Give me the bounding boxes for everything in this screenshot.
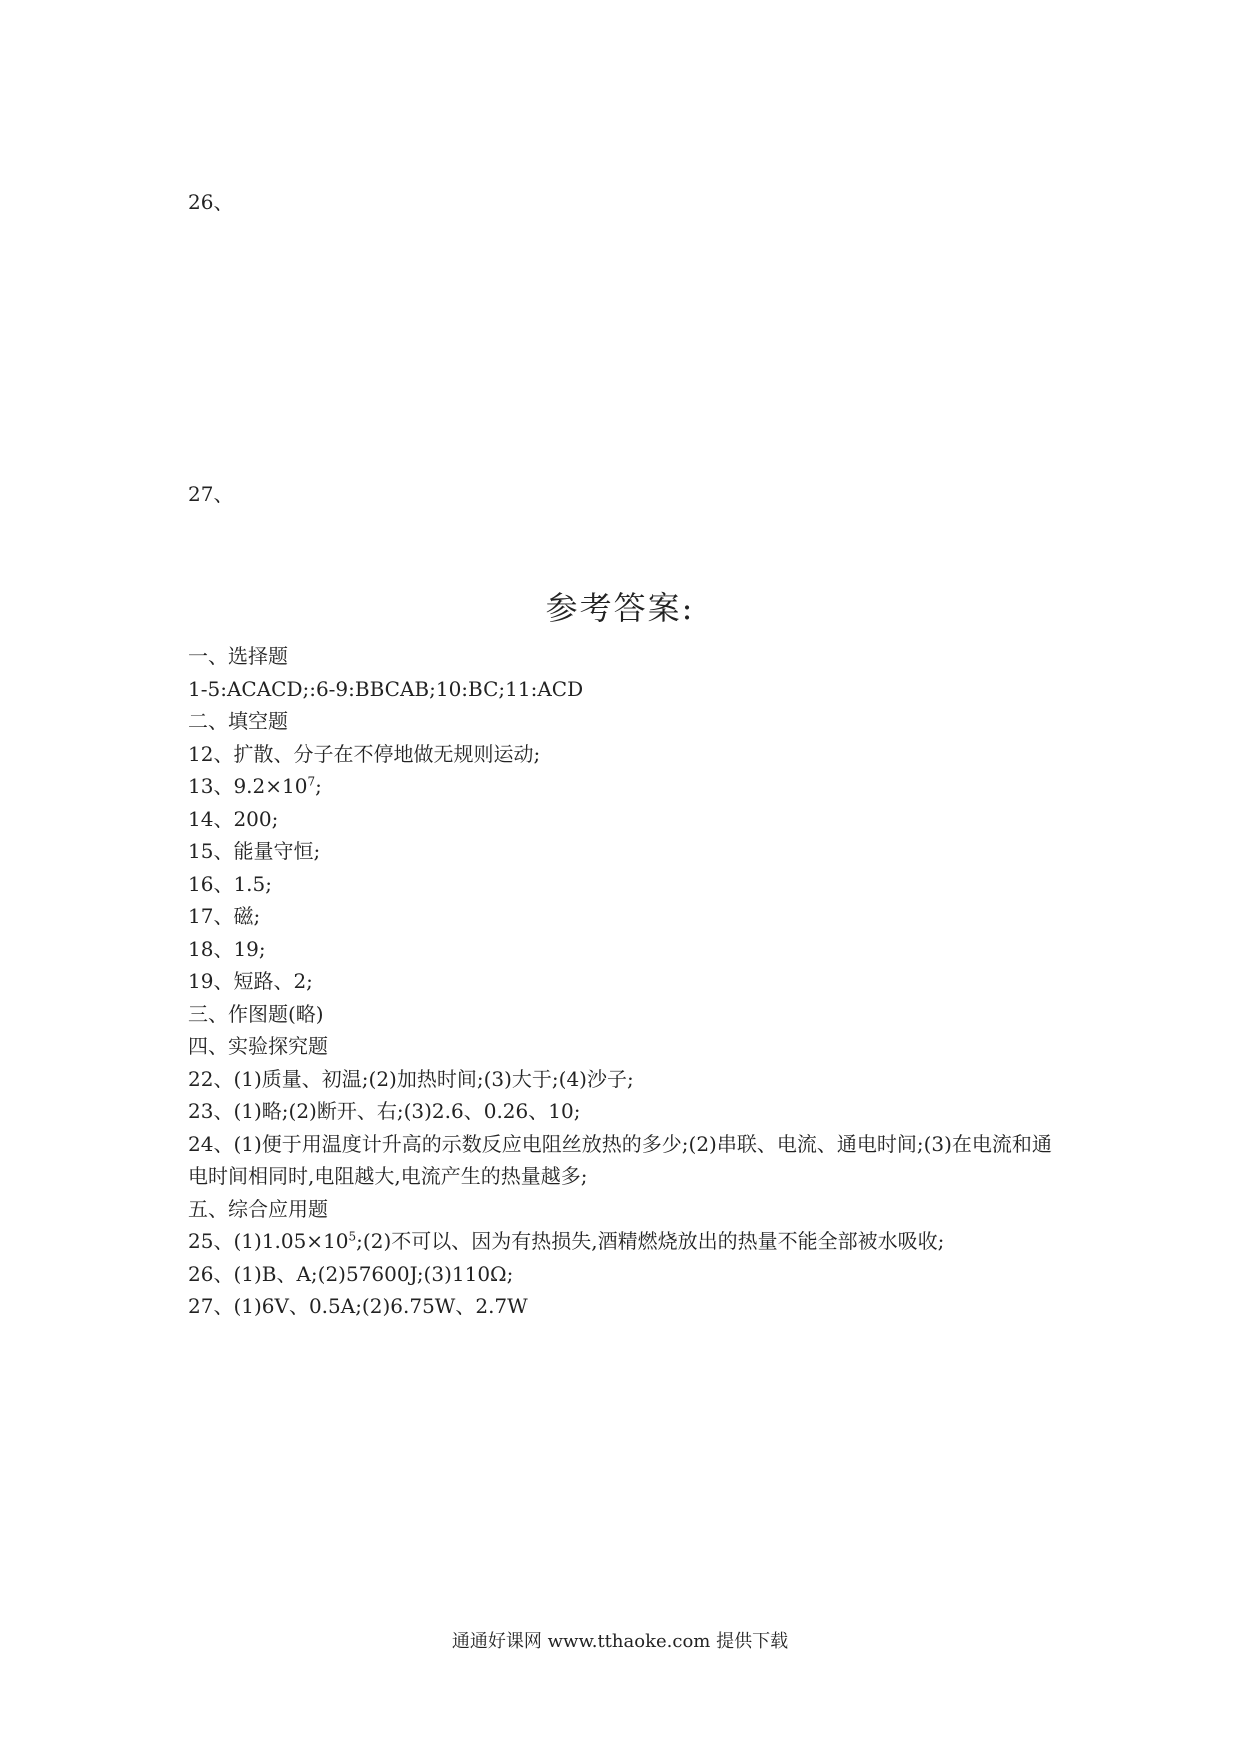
section-heading-fill: 二、填空题 bbox=[188, 709, 288, 733]
answer-line-22: 22、(1)质量、初温;(2)加热时间;(3)大于;(4)沙子; bbox=[188, 1066, 634, 1091]
answer-line-13: 13、$9.2\times 10^7$; bbox=[188, 774, 322, 798]
section-heading-experiment: 四、实验探究题 bbox=[188, 1034, 328, 1058]
section-heading-application: 五、综合应用题 bbox=[188, 1196, 328, 1221]
answer-line-15: 15、能量守恒; bbox=[188, 839, 321, 863]
answer-line-25: 25、$(1)1.05\times 10^5;(2)$不可以、因为有热损失,酒精燃烧放出的热量不能全部被水吸收; bbox=[188, 1229, 945, 1253]
answer-line-12: 12、扩散、分子在不停地做无规则运动; bbox=[188, 741, 541, 766]
answer-line-17: 17、磁; bbox=[188, 904, 261, 928]
section-heading-choice: 一、选择题 bbox=[188, 644, 288, 668]
answer-line-16: 16、1.5; bbox=[188, 871, 272, 896]
answer-line-23: 23、(1)略;(2)断开、右;(3)2.6、0.26、10; bbox=[188, 1099, 581, 1123]
answer-line-14: 14、200; bbox=[188, 806, 279, 831]
section-heading-drawing: 三、作图题(略) bbox=[188, 1001, 324, 1026]
answer-line-24: 24、(1)便于用温度计升高的示数反应电阻丝放热的多少;(2)串联、电流、通电时间;(3)在电流和通电时间相同时,电阻越大,电流产生的热量越多; bbox=[188, 1131, 1052, 1188]
footer-credit: 通通好课网 www.tthaoke.com 提供下载 bbox=[451, 1631, 789, 1652]
answer-line-26: 26、(1)B、A;(2)57600J;(3)110Ω; bbox=[188, 1261, 514, 1286]
answer-line-choice: 1-5:ACACD;:6-9:BBCAB;10:BC;11:ACD bbox=[188, 676, 584, 701]
answer-list bbox=[188, 640, 1068, 1323]
question-27-number: 27、 bbox=[188, 482, 234, 506]
answer-line-27: 27、(1)6V、0.5A;(2)6.75W、2.7W bbox=[188, 1294, 528, 1318]
question-26-number: 26、 bbox=[188, 190, 234, 214]
answer-line-18: 18、19; bbox=[188, 936, 266, 961]
answer-key-title: 参考答案: bbox=[545, 589, 695, 627]
answer-line-19: 19、短路、2; bbox=[188, 969, 313, 993]
